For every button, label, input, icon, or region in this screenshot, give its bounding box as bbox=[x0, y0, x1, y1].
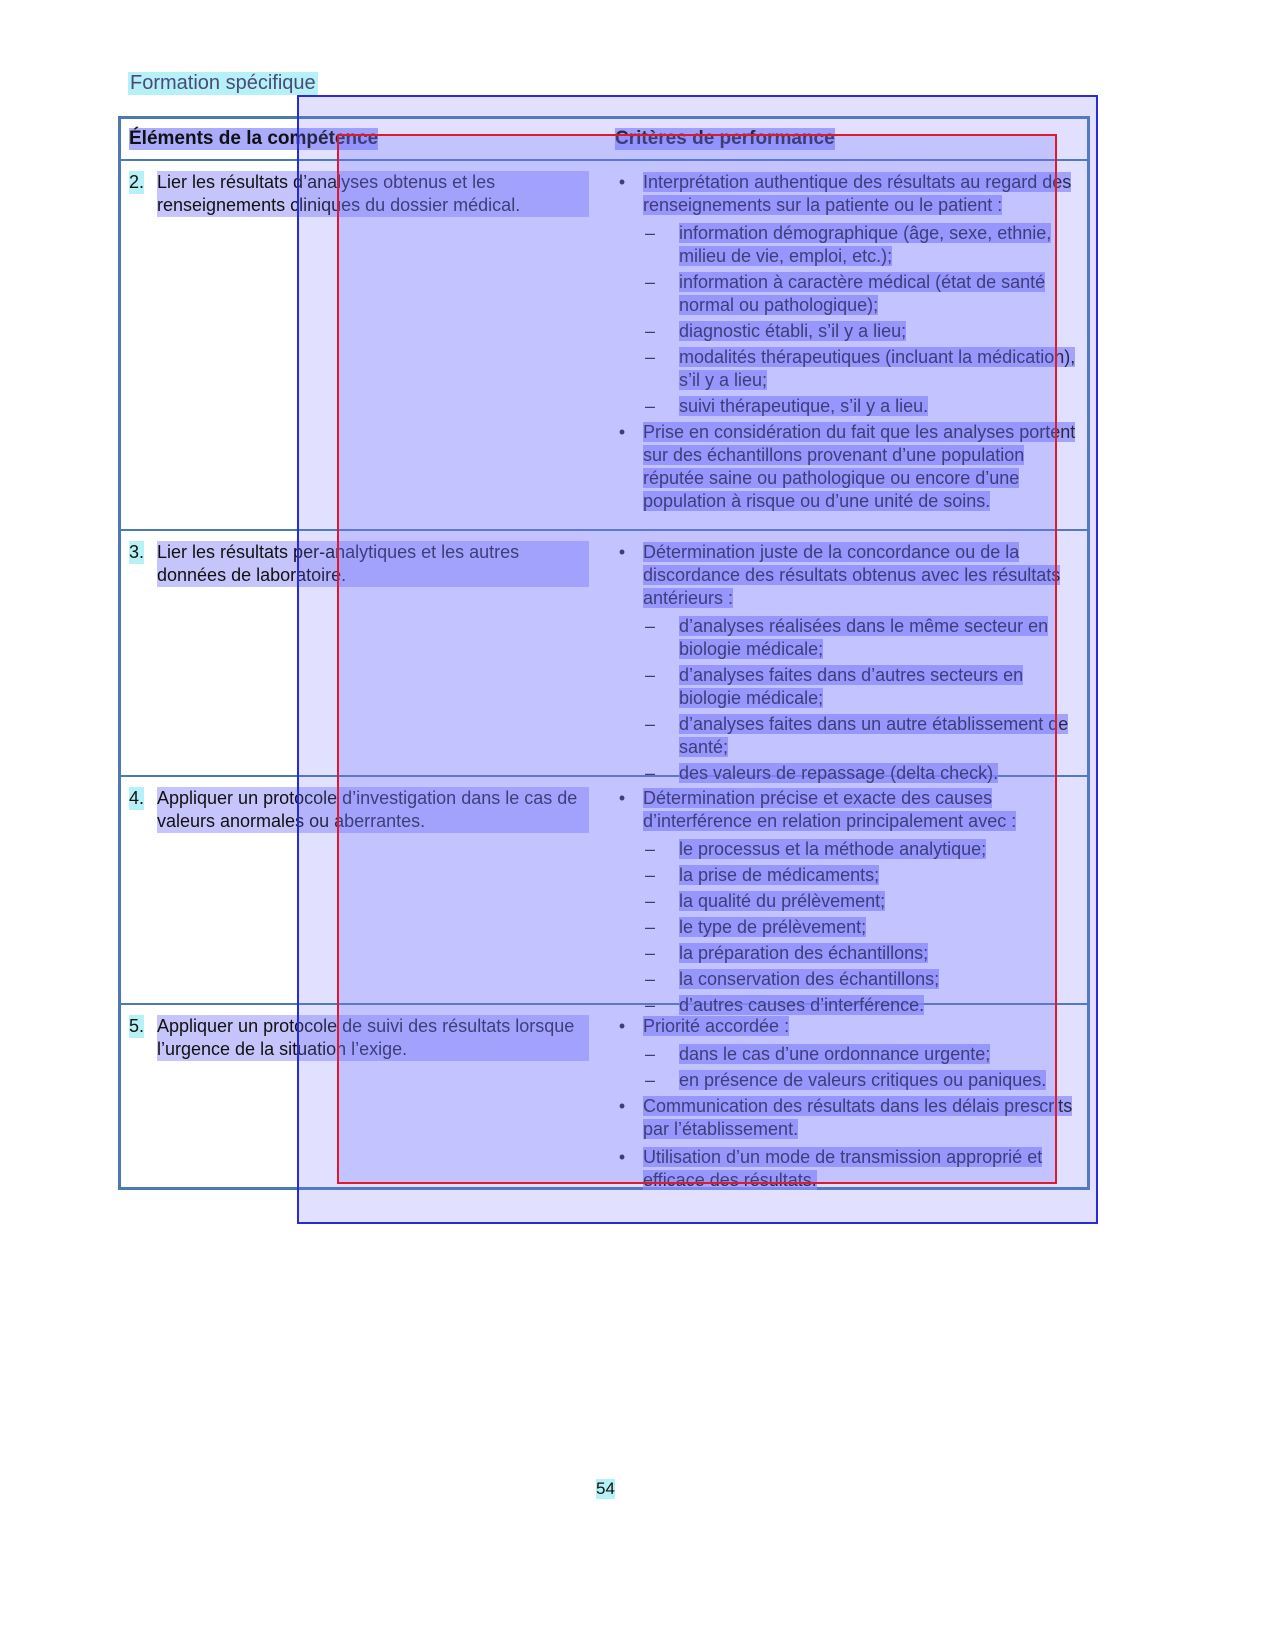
dash-icon: – bbox=[645, 321, 656, 341]
dash-icon: – bbox=[645, 714, 656, 734]
criteria-cell bbox=[617, 171, 1087, 518]
criteria-subitem bbox=[617, 916, 1087, 939]
criteria-subitem bbox=[617, 346, 1087, 392]
table-row bbox=[121, 531, 1087, 783]
element-text: Lier les résultats per-analytiques et les autres données de laboratoire. bbox=[157, 541, 589, 587]
criteria-subitem bbox=[617, 838, 1087, 861]
subitem-text: information à caractère médical (état de santé normal ou pathologique); bbox=[679, 272, 1046, 315]
criteria-subitem bbox=[617, 968, 1087, 991]
bullet-icon: • bbox=[618, 422, 626, 442]
subitem-text: d’autres causes d’interférence. bbox=[679, 995, 925, 1015]
bullet-icon: • bbox=[618, 788, 626, 808]
criteria-bullet bbox=[617, 1095, 1087, 1141]
dash-icon: – bbox=[645, 969, 656, 989]
criteria-text: Détermination précise et exacte des causes d’interférence en relation principalement avec : bbox=[643, 788, 1017, 831]
dash-icon: – bbox=[645, 272, 656, 292]
criteria-text: Communication des résultats dans les délais prescrits par l’établissement. bbox=[643, 1096, 1073, 1139]
column-header-criteria: Critères de performance bbox=[615, 128, 835, 149]
page-section-title: Formation spécifique bbox=[130, 72, 316, 94]
criteria-subitem bbox=[617, 713, 1087, 759]
dash-icon: – bbox=[645, 917, 656, 937]
element-cell bbox=[129, 1015, 589, 1061]
subitem-text: dans le cas d’une ordonnance urgente; bbox=[679, 1044, 991, 1064]
criteria-subitem bbox=[617, 395, 1087, 418]
dash-icon: – bbox=[645, 943, 656, 963]
criteria-subitem bbox=[617, 664, 1087, 710]
criteria-bullet bbox=[617, 1015, 1087, 1038]
element-number: 3. bbox=[129, 542, 145, 562]
table-header-row bbox=[121, 119, 1087, 161]
dash-icon: – bbox=[645, 891, 656, 911]
bullet-icon: • bbox=[618, 542, 626, 562]
subitem-text: modalités thérapeutiques (incluant la médication), s’il y a lieu; bbox=[679, 347, 1076, 390]
subitem-text: suivi thérapeutique, s’il y a lieu. bbox=[679, 396, 929, 416]
criteria-subitem bbox=[617, 864, 1087, 887]
criteria-subitem bbox=[617, 222, 1087, 268]
subitem-text: en présence de valeurs critiques ou paniques. bbox=[679, 1070, 1047, 1090]
table-row bbox=[121, 161, 1087, 531]
element-text: Appliquer un protocole d’investigation dans le cas de valeurs anormales ou aberrantes. bbox=[157, 787, 589, 833]
criteria-text: Prise en considération du fait que les analyses portent sur des échantillons provenant d’une population réputée saine ou pathologique ou encore d’une population à risque ou d’une unité de soins. bbox=[643, 422, 1076, 511]
criteria-subitem bbox=[617, 1069, 1087, 1092]
criteria-bullet bbox=[617, 1146, 1087, 1192]
dash-icon: – bbox=[645, 995, 656, 1015]
subitem-text: le type de prélèvement; bbox=[679, 917, 867, 937]
criteria-subitem bbox=[617, 890, 1087, 913]
dash-icon: – bbox=[645, 865, 656, 885]
subitem-text: la préparation des échantillons; bbox=[679, 943, 929, 963]
criteria-bullet bbox=[617, 541, 1087, 610]
table-row bbox=[121, 777, 1087, 1015]
dash-icon: – bbox=[645, 223, 656, 243]
dash-icon: – bbox=[645, 396, 656, 416]
subitem-text: diagnostic établi, s’il y a lieu; bbox=[679, 321, 907, 341]
subitem-text: le processus et la méthode analytique; bbox=[679, 839, 987, 859]
criteria-bullet bbox=[617, 171, 1087, 217]
criteria-bullet bbox=[617, 421, 1087, 513]
bullet-icon: • bbox=[618, 1096, 626, 1116]
element-cell bbox=[129, 787, 589, 833]
criteria-text: Détermination juste de la concordance ou de la discordance des résultats obtenus avec les résultats antérieurs : bbox=[643, 542, 1061, 608]
dash-icon: – bbox=[645, 1070, 656, 1090]
criteria-text: Utilisation d’un mode de transmission approprié et efficace des résultats. bbox=[643, 1147, 1043, 1190]
element-number: 4. bbox=[129, 788, 145, 808]
subitem-text: la qualité du prélèvement; bbox=[679, 891, 886, 911]
dash-icon: – bbox=[645, 347, 656, 367]
bullet-icon: • bbox=[618, 172, 626, 192]
criteria-cell bbox=[617, 541, 1087, 788]
subitem-text: d’analyses faites dans un autre établissement de santé; bbox=[679, 714, 1069, 757]
subitem-text: la prise de médicaments; bbox=[679, 865, 880, 885]
dash-icon: – bbox=[645, 1044, 656, 1064]
bullet-icon: • bbox=[618, 1016, 626, 1036]
criteria-bullet bbox=[617, 787, 1087, 833]
element-text: Appliquer un protocole de suivi des résultats lorsque l’urgence de la situation l’exige. bbox=[157, 1015, 589, 1061]
criteria-subitem bbox=[617, 1043, 1087, 1066]
subitem-text: la conservation des échantillons; bbox=[679, 969, 940, 989]
column-header-elements: Éléments de la compétence bbox=[129, 128, 379, 149]
subitem-text: d’analyses faites dans d’autres secteurs en biologie médicale; bbox=[679, 665, 1024, 708]
competence-table bbox=[118, 116, 1090, 1190]
bullet-icon: • bbox=[618, 1147, 626, 1167]
criteria-subitem bbox=[617, 320, 1087, 343]
criteria-text: Priorité accordée : bbox=[643, 1016, 790, 1036]
element-number: 2. bbox=[129, 172, 145, 192]
criteria-subitem bbox=[617, 942, 1087, 965]
dash-icon: – bbox=[645, 839, 656, 859]
criteria-subitem bbox=[617, 271, 1087, 317]
criteria-text: Interprétation authentique des résultats au regard des renseignements sur la patiente ou le patient : bbox=[643, 172, 1072, 215]
subitem-text: information démographique (âge, sexe, ethnie, milieu de vie, emploi, etc.); bbox=[679, 223, 1052, 266]
page-number: 54 bbox=[596, 1479, 615, 1498]
element-text: Lier les résultats d’analyses obtenus et les renseignements cliniques du dossier médical. bbox=[157, 171, 589, 217]
criteria-cell bbox=[617, 787, 1087, 1020]
dash-icon: – bbox=[645, 665, 656, 685]
element-cell bbox=[129, 541, 589, 587]
element-cell bbox=[129, 171, 589, 217]
dash-icon: – bbox=[645, 763, 656, 783]
subitem-text: des valeurs de repassage (delta check). bbox=[679, 763, 999, 783]
criteria-cell bbox=[617, 1015, 1087, 1197]
dash-icon: – bbox=[645, 616, 656, 636]
table-row bbox=[121, 1005, 1087, 1190]
criteria-subitem bbox=[617, 615, 1087, 661]
element-number: 5. bbox=[129, 1016, 145, 1036]
subitem-text: d’analyses réalisées dans le même secteur en biologie médicale; bbox=[679, 616, 1049, 659]
